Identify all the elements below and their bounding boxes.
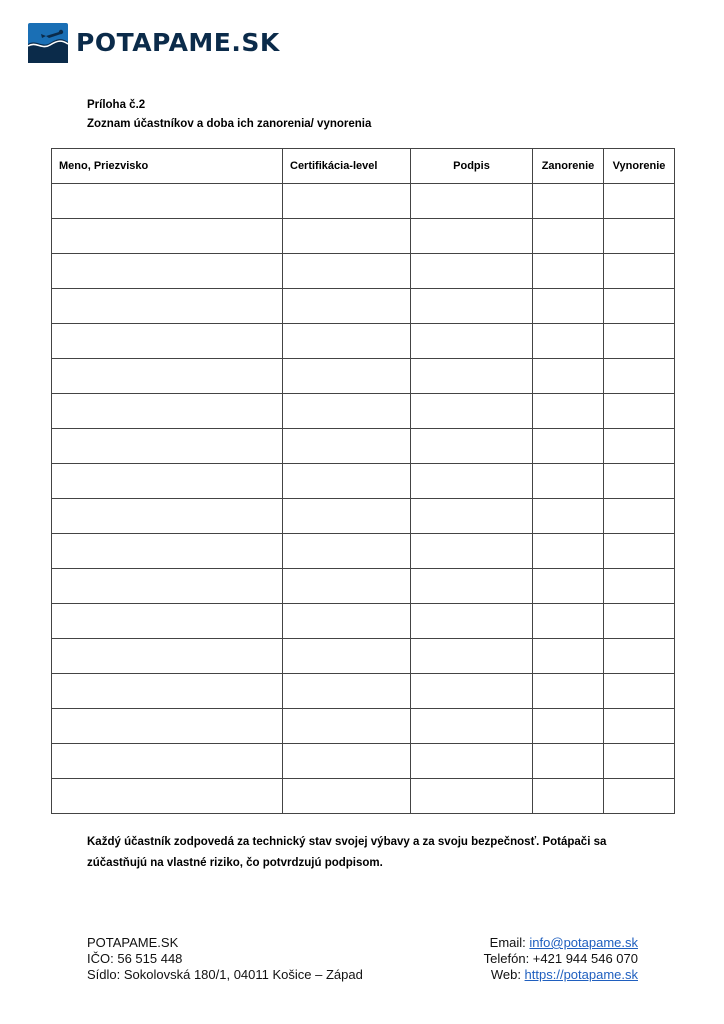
certification-cell[interactable] — [283, 534, 411, 569]
ascent-cell[interactable] — [604, 674, 675, 709]
header-signature: Podpis — [411, 149, 533, 184]
email-link[interactable]: info@potapame.sk — [529, 935, 638, 950]
certification-cell[interactable] — [283, 709, 411, 744]
descent-cell[interactable] — [533, 429, 604, 464]
annex-number: Príloha č.2 — [87, 99, 146, 111]
name-cell[interactable] — [52, 639, 283, 674]
signature-cell[interactable] — [411, 254, 533, 289]
certification-cell[interactable] — [283, 394, 411, 429]
name-cell[interactable] — [52, 359, 283, 394]
signature-cell[interactable] — [411, 569, 533, 604]
name-cell[interactable] — [52, 289, 283, 324]
certification-cell[interactable] — [283, 674, 411, 709]
certification-cell[interactable] — [283, 324, 411, 359]
footer-contact-info — [484, 935, 638, 983]
descent-cell[interactable] — [533, 289, 604, 324]
ascent-cell[interactable] — [604, 569, 675, 604]
table-row — [52, 289, 675, 324]
descent-cell[interactable] — [533, 744, 604, 779]
descent-cell[interactable] — [533, 184, 604, 219]
descent-cell[interactable] — [533, 324, 604, 359]
table-row — [52, 604, 675, 639]
table-row — [52, 254, 675, 289]
table-row — [52, 639, 675, 674]
certification-cell[interactable] — [283, 464, 411, 499]
signature-cell[interactable] — [411, 534, 533, 569]
certification-cell[interactable] — [283, 569, 411, 604]
name-cell[interactable] — [52, 394, 283, 429]
annex-heading — [87, 96, 371, 134]
name-cell[interactable] — [52, 604, 283, 639]
table-row — [52, 359, 675, 394]
signature-cell[interactable] — [411, 744, 533, 779]
ascent-cell[interactable] — [604, 289, 675, 324]
signature-cell[interactable] — [411, 464, 533, 499]
note-line-1: Každý účastník zodpovedá za technický stav svojej výbavy a za svoju bezpečnosť. Potápači sa — [87, 836, 607, 848]
header-ascent: Vynorenie — [604, 149, 675, 184]
certification-cell[interactable] — [283, 219, 411, 254]
descent-cell[interactable] — [533, 219, 604, 254]
ascent-cell[interactable] — [604, 219, 675, 254]
certification-cell[interactable] — [283, 499, 411, 534]
footer-company: POTAPAME.SK — [87, 935, 179, 950]
name-cell[interactable] — [52, 429, 283, 464]
descent-cell[interactable] — [533, 569, 604, 604]
name-cell[interactable] — [52, 184, 283, 219]
ascent-cell[interactable] — [604, 394, 675, 429]
note-line-2: zúčastňujú na vlastné riziko, čo potvrdzujú podpisom. — [87, 857, 383, 869]
table-row — [52, 534, 675, 569]
descent-cell[interactable] — [533, 394, 604, 429]
annex-title: Zoznam účastníkov a doba ich zanorenia/ vynorenia — [87, 118, 372, 130]
certification-cell[interactable] — [283, 289, 411, 324]
signature-cell[interactable] — [411, 779, 533, 814]
table-row — [52, 779, 675, 814]
table-row — [52, 464, 675, 499]
certification-cell[interactable] — [283, 639, 411, 674]
name-cell[interactable] — [52, 674, 283, 709]
table-row — [52, 499, 675, 534]
certification-cell[interactable] — [283, 744, 411, 779]
footer-web-line — [484, 967, 638, 983]
descent-cell[interactable] — [533, 499, 604, 534]
descent-cell[interactable] — [533, 779, 604, 814]
certification-cell[interactable] — [283, 604, 411, 639]
name-cell[interactable] — [52, 254, 283, 289]
descent-cell[interactable] — [533, 254, 604, 289]
name-cell[interactable] — [52, 324, 283, 359]
footer-address: Sídlo: Sokolovská 180/1, 04011 Košice – Západ — [87, 967, 363, 982]
participants-table — [51, 148, 675, 814]
certification-cell[interactable] — [283, 254, 411, 289]
table-row — [52, 744, 675, 779]
footer-phone: Telefón: +421 944 546 070 — [483, 951, 638, 966]
signature-cell[interactable] — [411, 639, 533, 674]
signature-cell[interactable] — [411, 324, 533, 359]
table-header-row — [52, 149, 675, 184]
name-cell[interactable] — [52, 499, 283, 534]
ascent-cell[interactable] — [604, 639, 675, 674]
descent-cell[interactable] — [533, 464, 604, 499]
signature-cell[interactable] — [411, 219, 533, 254]
table-body — [52, 184, 675, 814]
name-cell[interactable] — [52, 219, 283, 254]
participants-table-wrapper — [51, 148, 666, 814]
ascent-cell[interactable] — [604, 429, 675, 464]
table-row — [52, 709, 675, 744]
name-cell[interactable] — [52, 744, 283, 779]
ascent-cell[interactable] — [604, 534, 675, 569]
ascent-cell[interactable] — [604, 499, 675, 534]
certification-cell[interactable] — [283, 359, 411, 394]
table-row — [52, 429, 675, 464]
table-row — [52, 219, 675, 254]
web-link[interactable]: https://potapame.sk — [524, 967, 638, 982]
header-name: Meno, Priezvisko — [52, 149, 283, 184]
certification-cell[interactable] — [283, 779, 411, 814]
signature-cell[interactable] — [411, 709, 533, 744]
descent-cell[interactable] — [533, 674, 604, 709]
ascent-cell[interactable] — [604, 464, 675, 499]
ascent-cell[interactable] — [604, 779, 675, 814]
descent-cell[interactable] — [533, 534, 604, 569]
descent-cell[interactable] — [533, 359, 604, 394]
signature-cell[interactable] — [411, 359, 533, 394]
signature-cell[interactable] — [411, 604, 533, 639]
table-row — [52, 569, 675, 604]
diver-wave-icon — [28, 23, 68, 63]
descent-cell[interactable] — [533, 604, 604, 639]
table-row — [52, 184, 675, 219]
ascent-cell[interactable] — [604, 604, 675, 639]
name-cell[interactable] — [52, 709, 283, 744]
name-cell[interactable] — [52, 569, 283, 604]
signature-cell[interactable] — [411, 184, 533, 219]
email-label: Email: — [489, 935, 530, 950]
signature-cell[interactable] — [411, 499, 533, 534]
footer-email-line — [484, 935, 638, 951]
table-row — [52, 394, 675, 429]
liability-note — [87, 832, 647, 874]
descent-cell[interactable] — [533, 639, 604, 674]
header-certification: Certifikácia-level — [283, 149, 411, 184]
ascent-cell[interactable] — [604, 744, 675, 779]
footer-ico: IČO: 56 515 448 — [87, 951, 183, 966]
signature-cell[interactable] — [411, 289, 533, 324]
certification-cell[interactable] — [283, 184, 411, 219]
table-row — [52, 674, 675, 709]
certification-cell[interactable] — [283, 429, 411, 464]
header-descent: Zanorenie — [533, 149, 604, 184]
ascent-cell[interactable] — [604, 254, 675, 289]
name-cell[interactable] — [52, 779, 283, 814]
footer-company-info — [87, 935, 363, 983]
name-cell[interactable] — [52, 534, 283, 569]
brand-logo — [28, 22, 280, 64]
descent-cell[interactable] — [533, 709, 604, 744]
name-cell[interactable] — [52, 464, 283, 499]
ascent-cell[interactable] — [604, 184, 675, 219]
ascent-cell[interactable] — [604, 324, 675, 359]
web-label: Web: — [490, 967, 525, 982]
table-row — [52, 324, 675, 359]
signature-cell[interactable] — [411, 394, 533, 429]
ascent-cell[interactable] — [604, 359, 675, 394]
ascent-cell[interactable] — [604, 709, 675, 744]
signature-cell[interactable] — [411, 429, 533, 464]
brand-name: POTAPAME.SK — [76, 28, 280, 57]
signature-cell[interactable] — [411, 674, 533, 709]
